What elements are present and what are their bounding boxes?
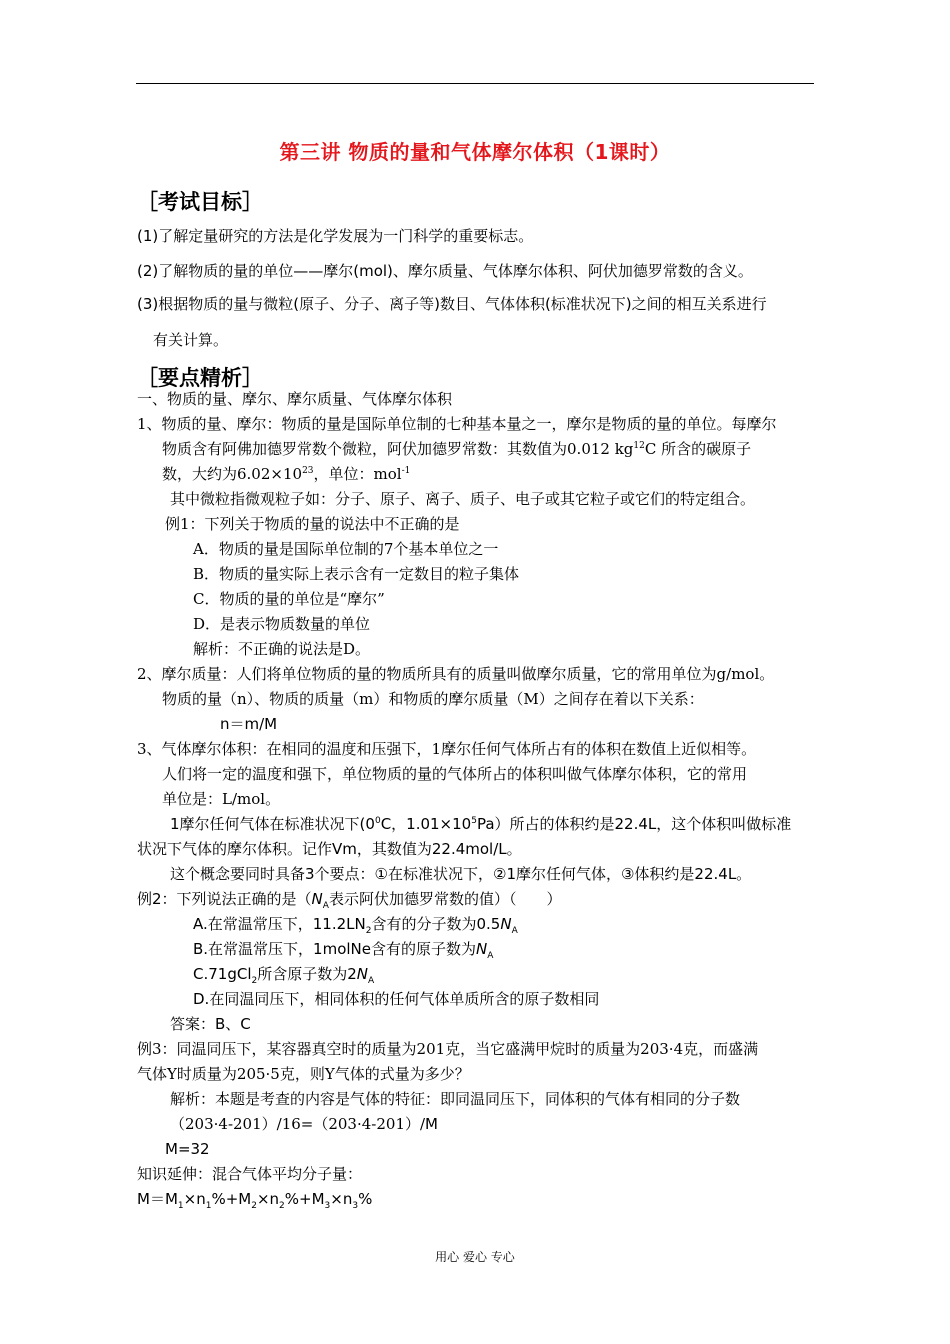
- analysis: 解析：本题是考查的内容是气体的特征：即同温同压下，同体积的气体有相同的分子数: [170, 1090, 741, 1108]
- example-2-question: 例2：下列说法正确的是（$N_A$表示阿伏加德罗常数的值）（ ）: [137, 890, 562, 911]
- analysis: 解析：不正确的说法是D。: [193, 640, 371, 658]
- objective-3-cont: 有关计算。: [153, 331, 229, 349]
- objective-1: (1)了解定量研究的方法是化学发展为一门科学的重要标志。: [137, 227, 534, 245]
- option-d: D.在同温同压下，相同体积的任何气体单质所含的原子数相同: [193, 990, 600, 1008]
- text-line: 物质含有阿佛加德罗常数个微粒，阿伏加德罗常数：其数值为0.012 $kg^{12}C$ 所含的碳原子: [162, 440, 752, 458]
- answer: 答案：B、C: [170, 1015, 251, 1033]
- option-b: B．物质的量实际上表示含有一定数目的粒子集体: [193, 565, 520, 583]
- example-3-question: 例3：同温同压下，某容器真空时的质量为201克，当它盛满甲烷时的质量为203·4克，而盛满: [137, 1040, 759, 1058]
- text-line: 知识延伸：混合气体平均分子量：: [137, 1165, 363, 1183]
- objective-3: (3)根据物质的量与微粒(原子、分子、离子等)数目、气体体积(标准状况下)之间的相互关系进行: [137, 295, 767, 313]
- option-b: B.在常温常压下，1molNe含有的原子数为$N_A$: [193, 940, 494, 961]
- formula: $M=M_1\times n_1\%+M_2\times n_2\%+M_3\times n_3\%$: [137, 1190, 373, 1211]
- text-line: 单位是：L/mol。: [162, 790, 281, 808]
- example-1-question: 例1：下列关于物质的量的说法中不正确的是: [165, 515, 460, 533]
- text-line: 1、物质的量、摩尔：物质的量是国际单位制的七种基本量之一，摩尔是物质的量的单位。每摩尔: [137, 415, 777, 433]
- section-heading-keypoints: ［要点精析］: [137, 366, 263, 390]
- formula: （203·4-201）/16=（203·4-201）/M: [170, 1115, 438, 1133]
- text-line: 其中微粒指微观粒子如：分子、原子、离子、质子、电子或其它粒子或它们的特定组合。: [170, 490, 756, 508]
- page-footer: 用心 爱心 专心: [435, 1250, 515, 1264]
- text-line: 1摩尔任何气体在标准状况下($0^0C$，$1.01\times 10^5Pa$）所占的体积约是22.4L，这个体积叫做标准: [170, 815, 792, 833]
- option-c: C．物质的量的单位是“摩尔”: [193, 590, 385, 608]
- option-a: A．物质的量是国际单位制的7个基本单位之一: [193, 540, 499, 558]
- text-line: 一、物质的量、摩尔、摩尔质量、气体摩尔体积: [137, 390, 453, 408]
- text-line: 状况下气体的摩尔体积。记作Vm，其数值为22.4mol/L。: [137, 840, 522, 858]
- text-line: 数，大约为$6.02\times 10^{23}$，单位：mol$^{-1}$: [162, 465, 411, 483]
- text-line: 2、摩尔质量：人们将单位物质的量的物质所具有的质量叫做摩尔质量，它的常用单位为g/mol。: [137, 665, 775, 683]
- objective-2: (2)了解物质的量的单位——摩尔(mol)、摩尔质量、气体摩尔体积、阿伏加德罗常数的含义。: [137, 262, 753, 280]
- text-line: 物质的量（n）、物质的质量（m）和物质的摩尔质量（M）之间存在着以下关系：: [162, 690, 704, 708]
- result: M=32: [165, 1140, 210, 1158]
- example-3-question-cont: 气体Y时质量为205·5克，则Y气体的式量为多少？: [137, 1065, 470, 1083]
- option-c: C.71gCl$_2$所含原子数为$2N_A$: [193, 965, 375, 986]
- text-line: 这个概念要同时具备3个要点：①在标准状况下，②1摩尔任何气体，③体积约是22.4L。: [170, 865, 752, 883]
- header-rule: [136, 83, 814, 84]
- option-a: A.在常温常压下，$11.2LN_2$含有的分子数为$0.5N_A$: [193, 915, 518, 936]
- page-title: 第三讲 物质的量和气体摩尔体积（1课时）: [279, 140, 671, 164]
- formula: n＝m/M: [220, 715, 278, 733]
- text-line: 人们将一定的温度和强下，单位物质的量的气体所占的体积叫做气体摩尔体积，它的常用: [162, 765, 748, 783]
- option-d: D．是表示物质数量的单位: [193, 615, 371, 633]
- text-line: 3、气体摩尔体积：在相同的温度和压强下，1摩尔任何气体所占有的体积在数值上近似相等。: [137, 740, 757, 758]
- section-heading-objectives: ［考试目标］: [137, 190, 263, 214]
